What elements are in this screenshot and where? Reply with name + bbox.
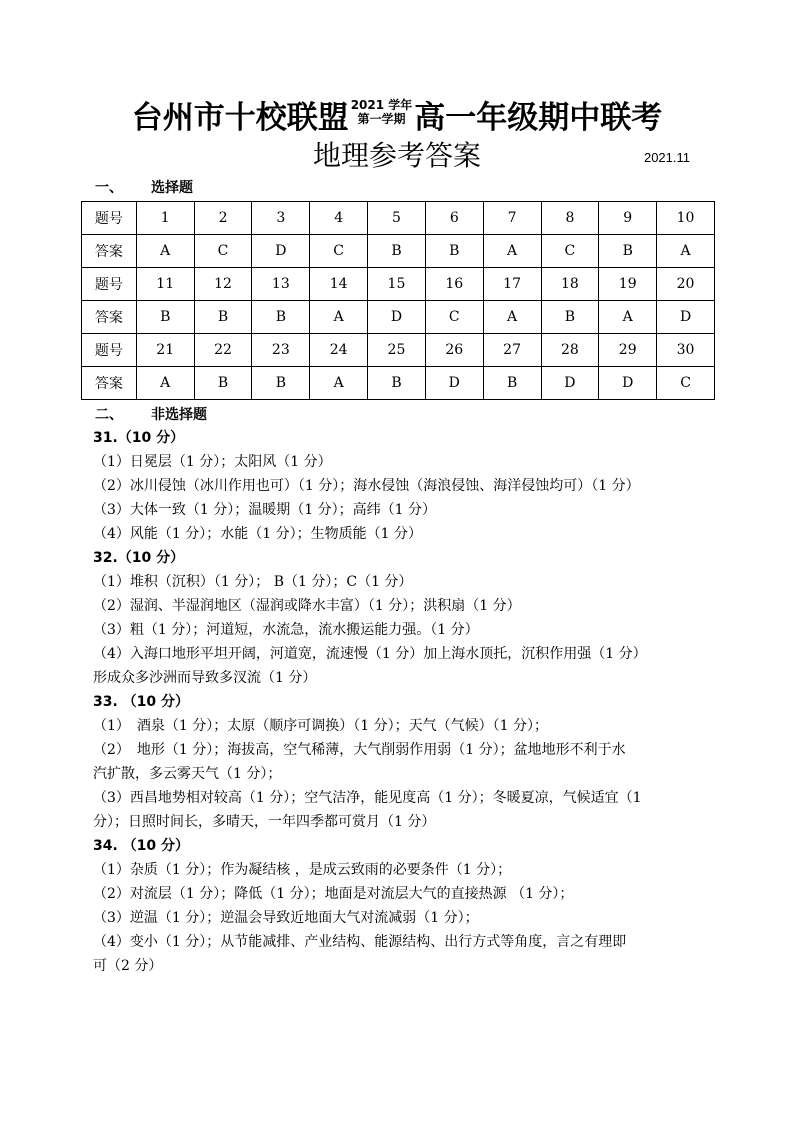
table-cell: B bbox=[136, 301, 194, 334]
table-cell: 10 bbox=[657, 202, 715, 235]
answer-line: （1）日冕层（1 分）；太阳风（1 分） bbox=[93, 454, 332, 470]
answer-table bbox=[81, 201, 715, 400]
table-row bbox=[82, 367, 715, 400]
row-label: 答案 bbox=[82, 301, 137, 334]
table-row bbox=[82, 268, 715, 301]
title-year-stack bbox=[351, 98, 413, 126]
answer-line: （3）大体一致（1 分）；温暖期（1 分）；高纬（1 分） bbox=[93, 502, 436, 518]
document-title bbox=[0, 86, 794, 142]
table-row bbox=[82, 235, 715, 268]
answer-line: 分）；日照时间长，多晴天，一年四季都可赏月（1 分） bbox=[93, 814, 436, 830]
answer-line: 可（2 分） bbox=[93, 958, 163, 974]
answer-line: （4）入海口地形平坦开阔，河道宽，流速慢（1 分）加上海水顶托，沉积作用强（1 分） bbox=[93, 646, 647, 662]
table-cell: 29 bbox=[599, 334, 657, 367]
table-cell: 9 bbox=[599, 202, 657, 235]
table-cell: 4 bbox=[310, 202, 368, 235]
table-cell: B bbox=[368, 367, 426, 400]
table-cell: B bbox=[368, 235, 426, 268]
table-cell: A bbox=[310, 367, 368, 400]
answer-line: （1） 酒泉（1 分）；太原（顺序可调换）（1 分）；天气（气候）（1 分）； bbox=[93, 718, 548, 734]
question-heading: 34. （10 分） bbox=[93, 838, 190, 854]
table-cell: D bbox=[657, 301, 715, 334]
answer-line: （2） 地形（1 分）；海拔高，空气稀薄，大气削弱作用弱（1 分）；盆地地形不利于水 bbox=[93, 742, 626, 758]
table-cell: D bbox=[368, 301, 426, 334]
table-cell: 26 bbox=[425, 334, 483, 367]
row-label: 题号 bbox=[82, 202, 137, 235]
section-label: 非选择题 bbox=[151, 407, 207, 423]
table-cell: C bbox=[425, 301, 483, 334]
table-cell: 6 bbox=[425, 202, 483, 235]
row-label: 答案 bbox=[82, 235, 137, 268]
table-cell: 11 bbox=[136, 268, 194, 301]
answer-line: （3）逆温（1 分）；逆温会导致近地面大气对流减弱（1 分）； bbox=[93, 910, 479, 926]
table-cell: 5 bbox=[368, 202, 426, 235]
table-cell: D bbox=[252, 235, 310, 268]
table-cell: 8 bbox=[541, 202, 599, 235]
table-cell: A bbox=[136, 367, 194, 400]
table-cell: 28 bbox=[541, 334, 599, 367]
table-cell: 20 bbox=[657, 268, 715, 301]
table-row bbox=[82, 334, 715, 367]
table-cell: 3 bbox=[252, 202, 310, 235]
subtitle-row bbox=[0, 136, 794, 176]
table-cell: 12 bbox=[194, 268, 252, 301]
table-row bbox=[82, 301, 715, 334]
table-cell: B bbox=[194, 301, 252, 334]
table-cell: B bbox=[599, 235, 657, 268]
table-cell: D bbox=[599, 367, 657, 400]
document-subtitle: 地理参考答案 bbox=[312, 139, 481, 172]
answer-line: （2）冰川侵蚀（冰川作用也可）（1 分）；海水侵蚀（海浪侵蚀、海洋侵蚀均可）（1 分） bbox=[93, 478, 640, 494]
answer-line: （1）杂质（1 分）；作为凝结核 ，是成云致雨的必要条件（1 分）； bbox=[93, 862, 512, 878]
title-suffix: 高一年级期中联考 bbox=[414, 99, 663, 136]
table-cell: 17 bbox=[483, 268, 541, 301]
table-cell: A bbox=[483, 301, 541, 334]
table-cell: 7 bbox=[483, 202, 541, 235]
table-cell: 19 bbox=[599, 268, 657, 301]
table-cell: C bbox=[194, 235, 252, 268]
table-cell: C bbox=[310, 235, 368, 268]
row-label: 题号 bbox=[82, 268, 137, 301]
answer-line: （2）对流层（1 分）；降低（1 分）；地面是对流层大气的直接热源 （1 分）； bbox=[93, 886, 574, 902]
table-cell: 23 bbox=[252, 334, 310, 367]
section-choice-heading bbox=[95, 177, 193, 197]
table-cell: D bbox=[541, 367, 599, 400]
table-cell: 27 bbox=[483, 334, 541, 367]
table-cell: B bbox=[541, 301, 599, 334]
table-cell: C bbox=[541, 235, 599, 268]
table-cell: 21 bbox=[136, 334, 194, 367]
answer-content bbox=[93, 426, 705, 978]
table-cell: 15 bbox=[368, 268, 426, 301]
table-cell: B bbox=[252, 367, 310, 400]
table-cell: 13 bbox=[252, 268, 310, 301]
table-cell: B bbox=[194, 367, 252, 400]
table-cell: 25 bbox=[368, 334, 426, 367]
table-cell: B bbox=[425, 235, 483, 268]
table-cell: 30 bbox=[657, 334, 715, 367]
answer-line: （2）湿润、半湿润地区（湿润或降水丰富）（1 分）；洪积扇（1 分） bbox=[93, 598, 521, 614]
table-cell: 2 bbox=[194, 202, 252, 235]
table-cell: 1 bbox=[136, 202, 194, 235]
answer-line: （4）变小（1 分）；从节能减排、产业结构、能源结构、出行方式等角度，言之有理即 bbox=[93, 934, 627, 950]
table-cell: 16 bbox=[425, 268, 483, 301]
question-heading: 32.（10 分） bbox=[93, 550, 185, 566]
answer-line: （1）堆积（沉积）（1 分）； B（1 分）；C（1 分） bbox=[93, 574, 413, 590]
table-cell: A bbox=[483, 235, 541, 268]
section-label: 选择题 bbox=[151, 180, 193, 196]
title-year-top: 2021 学年 bbox=[350, 98, 413, 112]
table-cell: A bbox=[136, 235, 194, 268]
table-cell: A bbox=[599, 301, 657, 334]
title-year-bottom: 第一学期 bbox=[357, 112, 406, 126]
question-heading: 33. （10 分） bbox=[93, 694, 190, 710]
question-heading: 31.（10 分） bbox=[93, 430, 185, 446]
table-cell: B bbox=[252, 301, 310, 334]
answer-line: 形成众多沙洲而导致多汊流（1 分） bbox=[93, 670, 317, 686]
table-cell: A bbox=[310, 301, 368, 334]
answer-line: （3）粗（1 分）；河道短，水流急，流水搬运能力强。（1 分） bbox=[93, 622, 479, 638]
table-cell: 24 bbox=[310, 334, 368, 367]
answer-line: （3）西昌地势相对较高（1 分）；空气洁净，能见度高（1 分）；冬暖夏凉，气候适宜（1 bbox=[93, 790, 642, 806]
section-number: 二、 bbox=[95, 407, 123, 423]
answer-line: （4）风能（1 分）；水能（1 分）；生物质能（1 分） bbox=[93, 526, 422, 542]
table-cell: C bbox=[657, 367, 715, 400]
table-cell: A bbox=[657, 235, 715, 268]
answer-line: 汽扩散，多云雾天气（1 分）； bbox=[93, 766, 282, 782]
table-cell: 18 bbox=[541, 268, 599, 301]
row-label: 题号 bbox=[82, 334, 137, 367]
table-cell: 14 bbox=[310, 268, 368, 301]
table-cell: B bbox=[483, 367, 541, 400]
section-nonchoice-heading bbox=[95, 404, 207, 424]
table-row bbox=[82, 202, 715, 235]
title-prefix: 台州市十校联盟 bbox=[131, 99, 349, 136]
section-number: 一、 bbox=[95, 180, 123, 196]
table-cell: 22 bbox=[194, 334, 252, 367]
table-cell: D bbox=[425, 367, 483, 400]
document-date: 2021.11 bbox=[643, 150, 690, 165]
row-label: 答案 bbox=[82, 367, 137, 400]
